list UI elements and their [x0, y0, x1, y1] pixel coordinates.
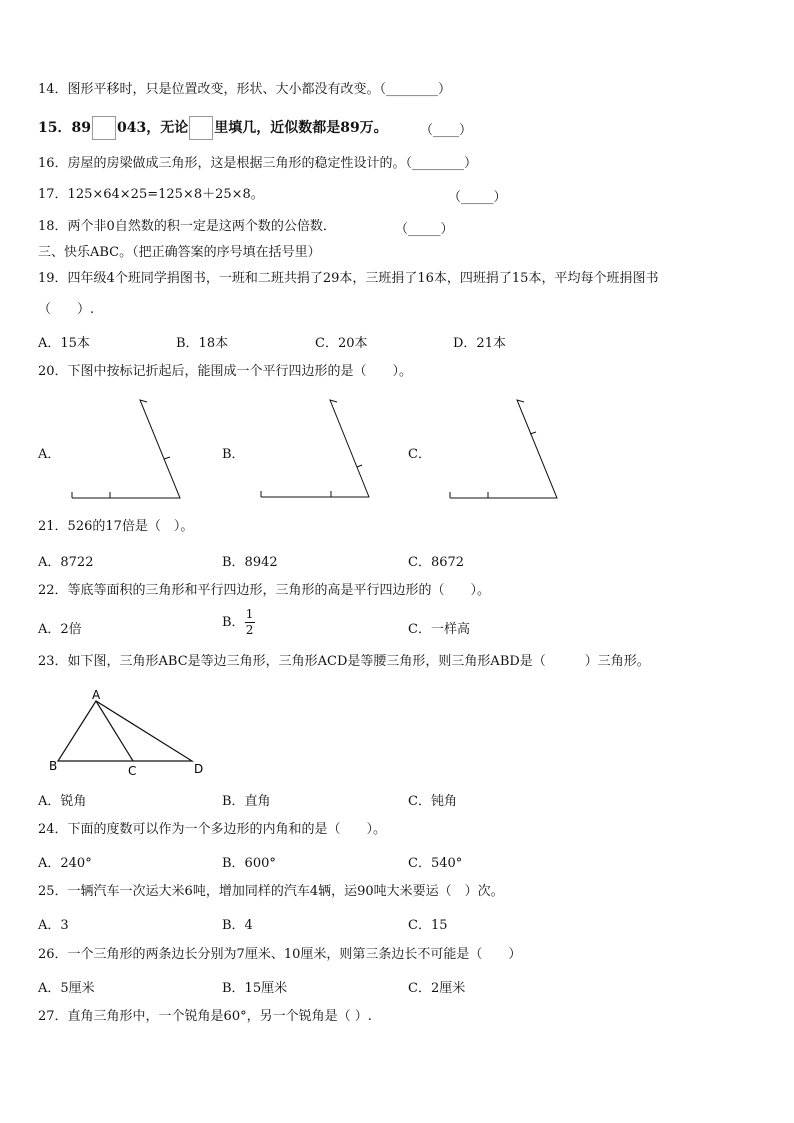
vertex-label-c: C	[128, 764, 137, 778]
question-15-part3: 里填几，近似数都是89万。	[214, 120, 388, 136]
vertex-label-d: D	[194, 762, 204, 776]
question-26: 26．一个三角形的两条边长分别为7厘米、10厘米，则第三条边长不可能是（ ）	[38, 947, 522, 962]
option-b[interactable]: B．8942	[222, 555, 278, 570]
answer-paren[interactable]: （____）	[420, 123, 473, 138]
option-a[interactable]: A．8722	[38, 555, 94, 570]
question-23: 23．如下图，三角形ABC是等边三角形，三角形ACD是等腰三角形，则三角形ABD是（ ）三角形。	[38, 654, 650, 669]
option-b[interactable]: B．直角	[222, 794, 271, 809]
question-24: 24．下面的度数可以作为一个多边形的内角和的是（ ）。	[38, 822, 387, 837]
option-c[interactable]: C．2厘米	[408, 981, 466, 996]
question-20: 20．下图中按标记折起后，能围成一个平行四边形的是（ ）。	[38, 364, 413, 379]
vertex-label-a: A	[92, 688, 101, 702]
option-a[interactable]: A．	[38, 447, 61, 462]
option-a[interactable]: A．2倍	[38, 622, 82, 637]
question-25: 25．一辆汽车一次运大米6吨，增加同样的汽车4辆，运90吨大米要运（ ）次。	[38, 884, 504, 899]
option-a[interactable]: A．5厘米	[38, 981, 95, 996]
question-16-text: 16．房屋的房梁做成三角形，这是根据三角形的稳定性设计的。	[38, 156, 406, 171]
vertex-label-b: B	[49, 759, 58, 773]
option-b[interactable]: B．4	[222, 918, 253, 933]
option-c[interactable]: C．一样高	[408, 622, 470, 637]
option-c[interactable]: C．8672	[408, 555, 465, 570]
question-27: 27．直角三角形中，一个锐角是60°，另一个锐角是（ ）.	[38, 1009, 372, 1024]
question-17-text: 17．125×64×25=125×8＋25×8。	[38, 187, 264, 202]
option-b[interactable]: B．15厘米	[222, 981, 288, 996]
option-a[interactable]: A．3	[38, 918, 69, 933]
fraction-numerator: 1	[245, 607, 254, 621]
question-19: 19．四年级4个班同学捐图书，一班和二班共捐了29本，三班捐了16本，四班捐了15本，平均每个班捐图书	[38, 271, 659, 286]
option-b[interactable]: B．18本	[176, 336, 229, 351]
answer-paren[interactable]: （________）	[379, 82, 452, 97]
answer-paren[interactable]: （________）	[405, 156, 478, 171]
answer-paren[interactable]: （_____）	[448, 190, 507, 205]
question-15-part1: 15．89	[38, 120, 91, 136]
question-21: 21．526的17倍是（ ）。	[38, 519, 194, 534]
question-18-text: 18．两个非0自然数的积一定是这两个数的公倍数．	[38, 219, 336, 234]
option-a[interactable]: A．240°	[38, 856, 92, 871]
question-19-blank[interactable]: （ ）.	[38, 302, 95, 317]
question-14-text: 14．图形平移时，只是位置改变，形状、大小都没有改变。	[38, 82, 380, 97]
question-22: 22．等底等面积的三角形和平行四边形，三角形的高是平行四边形的（ ）。	[38, 583, 491, 598]
option-c[interactable]: C．15	[408, 918, 448, 933]
option-b[interactable]: B．600°	[222, 856, 276, 871]
option-b-label: B．	[222, 615, 245, 630]
question-15-part2: 043，无论	[116, 120, 189, 136]
option-b[interactable]: B．	[222, 447, 245, 462]
fraction-denominator: 2	[245, 623, 254, 637]
section-heading: 三、快乐ABC。（把正确答案的序号填在括号里）	[38, 245, 321, 260]
option-c[interactable]: C．	[408, 447, 431, 462]
answer-paren[interactable]: （_____）	[395, 222, 454, 237]
option-a[interactable]: A．15本	[38, 336, 90, 351]
option-c[interactable]: C．钝角	[408, 794, 457, 809]
option-c[interactable]: C．20本	[315, 336, 368, 351]
option-a[interactable]: A．锐角	[38, 794, 87, 809]
option-d[interactable]: D．21本	[453, 336, 506, 351]
option-c[interactable]: C．540°	[408, 856, 463, 871]
